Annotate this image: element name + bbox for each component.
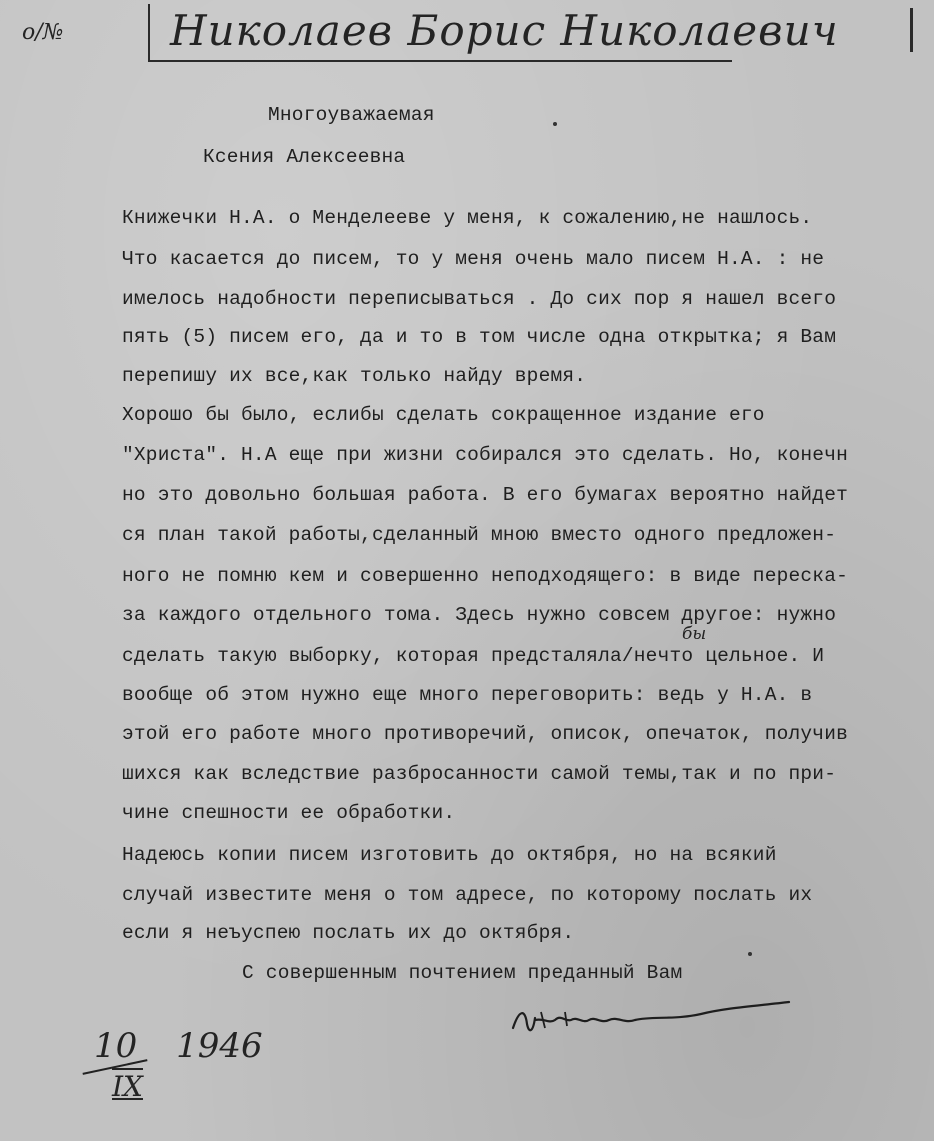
body-line: Книжечки Н.А. о Менделееве у меня, к сожалению,не нашлось. <box>122 207 813 229</box>
ink-speck <box>748 952 752 956</box>
body-line: чине спешности ее обработки. <box>122 802 456 824</box>
date-year: 1946 <box>176 1026 263 1066</box>
ink-speck <box>553 122 557 126</box>
date-month: IX <box>112 1070 143 1103</box>
body-line: Хорошо бы было, еслибы сделать сокращенное издание его <box>122 404 765 426</box>
body-line: но это довольно большая работа. В его бумагах вероятно найдет <box>122 484 849 506</box>
archive-mark: о/№ <box>22 20 64 45</box>
salutation-line-2: Ксения Алексеевна <box>203 146 406 168</box>
date-day: 10 <box>94 1026 138 1066</box>
body-line: ся план такой работы,сделанный мною вместо одного предложен- <box>122 524 837 546</box>
body-line: вообще об этом нужно еще много переговорить: ведь у Н.А. в <box>122 684 813 706</box>
body-line: "Христа". Н.А еще при жизни собирался это сделать. Но, конечн <box>122 444 849 466</box>
body-line: за каждого отдельного тома. Здесь нужно совсем другое: нужно <box>122 604 837 626</box>
name-box <box>148 4 839 62</box>
body-line: сделать такую выборку, которая предсталяла/нечто цельное. И <box>122 645 825 667</box>
handwritten-name: Николаев Борис Николаевич <box>170 6 839 55</box>
body-line: перепишу их все,как только найду время. <box>122 365 587 387</box>
closing-line: С совершенным почтением преданный Вам <box>242 962 683 984</box>
handwritten-insertion: бы <box>682 624 707 644</box>
signature <box>505 990 805 1050</box>
salutation-line-1: Многоуважаемая <box>268 104 435 126</box>
margin-bar <box>910 8 913 52</box>
date-handwritten <box>94 1026 263 1066</box>
body-line: случай известите меня о том адресе, по которому послать их <box>122 884 813 906</box>
body-line: шихся как вследствие разбросанности самой темы,так и по при- <box>122 763 837 785</box>
body-line: Что касается до писем, то у меня очень мало писем Н.А. : не <box>122 248 825 270</box>
body-line: ного не помню кем и совершенно неподходящего: в виде переска- <box>122 565 849 587</box>
body-line: Надеюсь копии писем изготовить до октября, но на всякий <box>122 844 777 866</box>
body-line: если я неъуспею послать их до октября. <box>122 922 575 944</box>
body-line: этой его работе много противоречий, описок, опечаток, получив <box>122 723 849 745</box>
body-line: имелось надобности переписываться . До сих пор я нашел всего <box>122 288 837 310</box>
body-line: пять (5) писем его, да и то в том числе одна открытка; я Вам <box>122 326 837 348</box>
